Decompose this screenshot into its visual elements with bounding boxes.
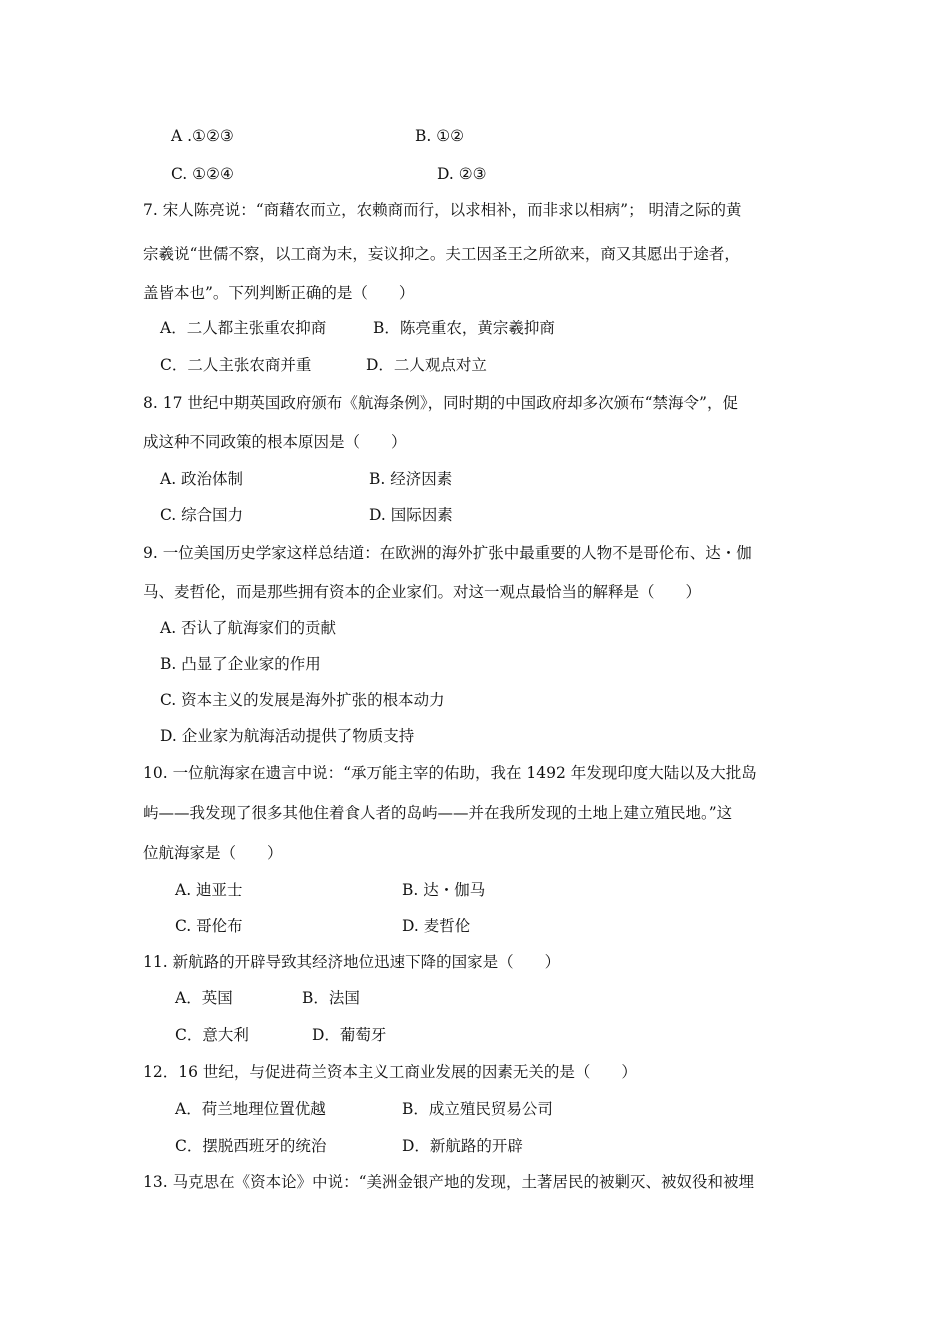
q12-stem-line: 12．16 世纪，与促进荷兰资本主义工商业发展的因素无关的是（ ） — [143, 1063, 637, 1081]
q6-option-a: A .①②③ — [171, 127, 234, 145]
q8-option-c: C. 综合国力 — [160, 506, 244, 524]
q11-option-d: D．葡萄牙 — [312, 1026, 387, 1044]
q6-option-d: D. ②③ — [437, 165, 487, 183]
q10-option-c: C. 哥伦布 — [175, 917, 243, 935]
q9-option-b: B. 凸显了企业家的作用 — [160, 655, 321, 673]
q10-option-a: A. 迪亚士 — [175, 881, 243, 899]
q10-option-d: D. 麦哲伦 — [402, 917, 471, 935]
q9-stem-line: 马、麦哲伦，而是那些拥有资本的企业家们。对这一观点最恰当的解释是（ ） — [143, 583, 702, 601]
q11-stem-line: 11. 新航路的开辟导致其经济地位迅速下降的国家是（ ） — [143, 953, 561, 971]
q9-stem-line: 9. 一位美国历史学家这样总结道：在欧洲的海外扩张中最重要的人物不是哥伦布、达・伽 — [143, 544, 752, 562]
q10-option-b: B. 达・伽马 — [402, 881, 486, 899]
q13-stem-line: 13. 马克思在《资本论》中说：“美洲金银产地的发现，土著居民的被剿灭、被奴役和被埋 — [143, 1173, 755, 1191]
q9-option-c: C. 资本主义的发展是海外扩张的根本动力 — [160, 691, 445, 709]
q12-option-c: C．摆脱西班牙的统治 — [175, 1137, 327, 1155]
q12-option-a: A．荷兰地理位置优越 — [175, 1100, 326, 1118]
q6-option-c: C. ①②④ — [171, 165, 234, 183]
q12-option-b: B．成立殖民贸易公司 — [402, 1100, 553, 1118]
q8-option-a: A. 政治体制 — [160, 470, 244, 488]
q9-option-a: A. 否认了航海家们的贡献 — [160, 619, 337, 637]
q7-stem-line: 7. 宋人陈亮说：“商藉农而立，农赖商而行，以求相补，而非求以相病”； 明清之际的黄 — [143, 201, 742, 219]
q8-option-d: D. 国际因素 — [369, 506, 453, 524]
q11-option-a: A．英国 — [175, 989, 233, 1007]
q7-stem-line: 盖皆本也”。下列判断正确的是（ ） — [143, 284, 415, 302]
q10-stem-line: 屿——我发现了很多其他住着食人者的岛屿——并在我所发现的土地上建立殖民地。”这 — [143, 804, 733, 822]
q12-option-d: D．新航路的开辟 — [402, 1137, 523, 1155]
q7-option-d: D．二人观点对立 — [366, 356, 487, 374]
q10-stem-line: 10. 一位航海家在遗言中说：“承万能主宰的佑助，我在 1492 年发现印度大陆以及大批岛 — [143, 764, 757, 782]
q7-option-a: A．二人都主张重农抑商 — [160, 319, 327, 337]
q8-stem-line: 成这种不同政策的根本原因是（ ） — [143, 433, 407, 451]
q7-option-c: C．二人主张农商并重 — [160, 356, 312, 374]
q10-stem-line: 位航海家是（ ） — [143, 844, 283, 862]
q7-option-b: B．陈亮重农，黄宗羲抑商 — [373, 319, 555, 337]
q6-option-b: B. ①② — [415, 127, 465, 145]
q8-stem-line: 8. 17 世纪中期英国政府颁布《航海条例》，同时期的中国政府却多次颁布“禁海令”，促 — [143, 394, 738, 412]
q8-option-b: B. 经济因素 — [369, 470, 453, 488]
q9-option-d: D. 企业家为航海活动提供了物质支持 — [160, 727, 415, 745]
q7-stem-line: 宗羲说“世儒不察，以工商为末，妄议抑之。夫工因圣王之所欲来，商又其愿出于途者， — [143, 245, 740, 263]
q11-option-c: C．意大利 — [175, 1026, 249, 1044]
q11-option-b: B．法国 — [302, 989, 360, 1007]
